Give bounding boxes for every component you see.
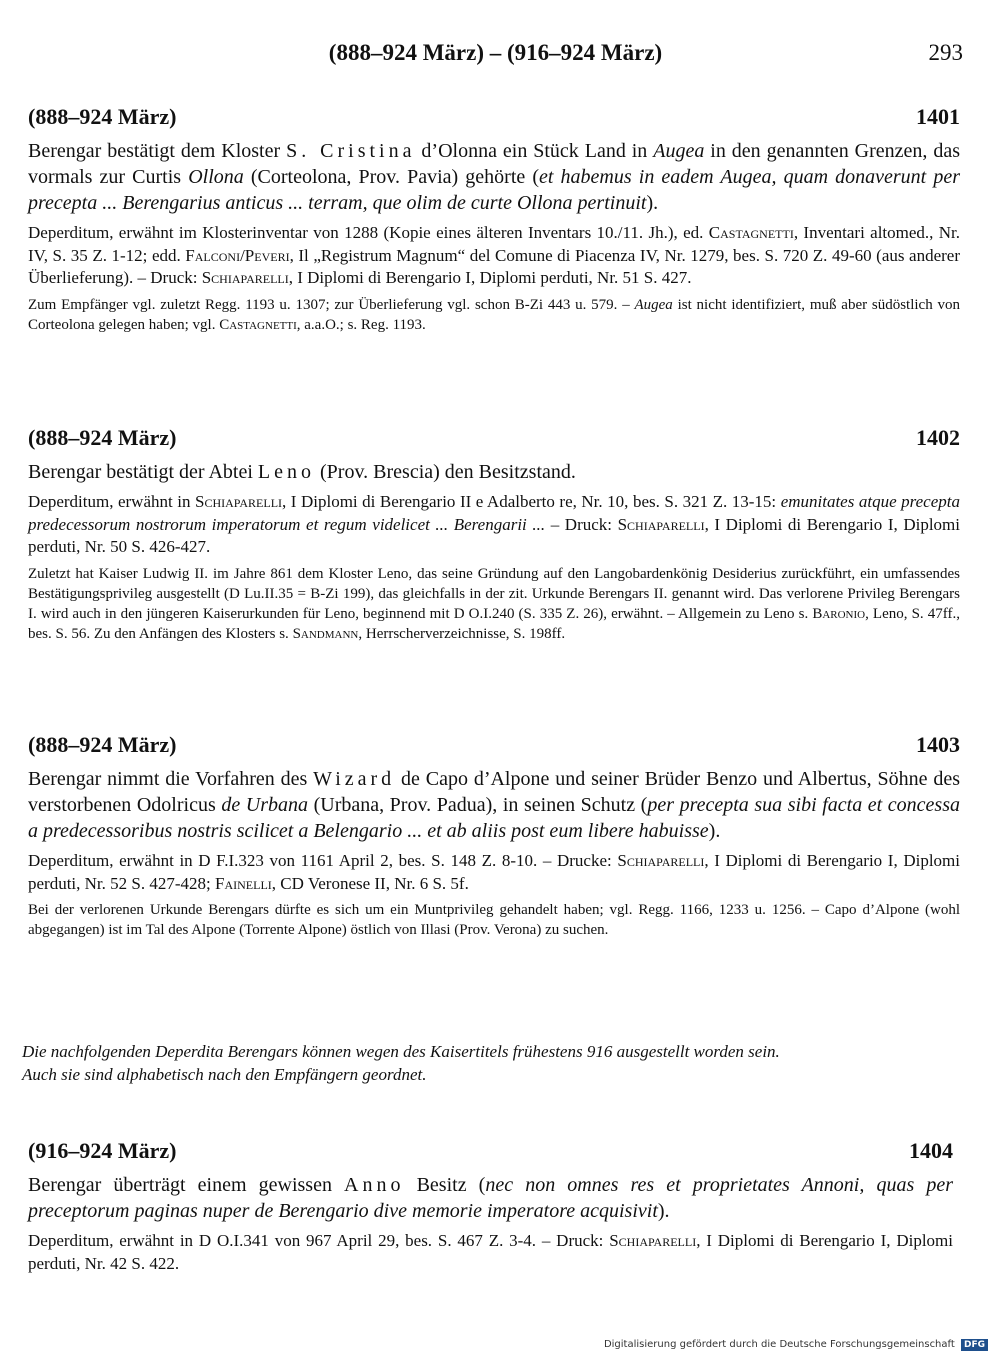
running-title: (888–924 März) – (916–924 März) [328, 40, 663, 65]
entry-date: (888–924 März) [28, 425, 177, 450]
entry-1402 [28, 425, 960, 644]
entry-summary: Berengar nimmt die Vorfahren des Wizard de Capo d’Alpone und seiner Brüder Benzo und Albertus, Söhne des verstorbenen Odolricus de Urbana (Urbana, Prov. Padua), in seinen Schutz (per precepta sua sibi facta et concessa a predecessoribus nostris scilicet a Belengario ... et ab aliis post eum libere habuisse). [28, 768, 960, 842]
entry-heading [28, 104, 960, 134]
entry-number: 1404 [909, 1138, 953, 1163]
entry-heading [28, 1138, 953, 1168]
entry-number: 1401 [916, 104, 960, 129]
entry-date: (888–924 März) [28, 104, 177, 129]
section-intro-note: Die nachfolgenden Deperdita Berengars können wegen des Kaisertitels frühestens 916 ausgestellt worden sein. Auch sie sind alphabetisch nach den Empfängern geordnet. [22, 1042, 780, 1084]
entry-heading [28, 425, 960, 455]
entry-note: Bei der verlorenen Urkunde Berengars dürfte es sich um ein Muntprivileg gehandelt haben; vgl. Regg. 1166, 1233 u. 1256. – Capo d’Alpone (wohl abgegangen) ist im Tal des Alpone (Torrente Alpone) östlich von Illasi (Prov. Verona) zu suchen. [28, 902, 960, 938]
entry-date: (916–924 März) [28, 1138, 177, 1163]
entry-heading [28, 732, 960, 762]
entry-summary: Berengar bestätigt dem Kloster S. Cristina d’Olonna ein Stück Land in Augea in den genannten Grenzen, das vormals zur Curtis Ollona (Corteolona, Prov. Pavia) gehörte (et habemus in eadem Augea, quam donaverunt per precepta ... Berengarius anticus ... terram, que olim de curte Ollona pertinuit). [28, 140, 961, 214]
entry-note: Zum Empfänger vgl. zuletzt Regg. 1193 u. 1307; zur Überlieferung vgl. schon B-Zi 443 u. 579. – Augea ist nicht identifiziert, muß aber südöstlich von Corteolona gelegen haben; vgl. Castagnetti, a.a.O.; s. Reg. 1193. [28, 296, 960, 333]
entry-deperditum: Deperditum, erwähnt in D F.I.323 von 1161 April 2, bes. S. 148 Z. 8-10. – Drucke: Schiaparelli, I Diplomi di Berengario I, Diplomi perduti, Nr. 52 S. 427-428; Fainelli, CD Veronese II, Nr. 6 S. 5f. [28, 851, 960, 893]
entry-note: Zuletzt hat Kaiser Ludwig II. im Jahre 861 dem Kloster Leno, das seine Gründung auf den Langobardenkönig Desiderius zurückführt, ein umfassendes Bestätigungsprivileg ausgestellt (D Lu.II.35 = B-Zi 199), das gleichfalls in der zit. Urkunde Berengars II. genannt wird. Das verlorene Privileg Berengars I. wird auch in den jüngeren Kaiserurkunden für Leno, beginnend mit D O.I.240 (S. 335 Z. 26), erwähnt. – Allgemein zu Leno s. Baronio, Leno, S. 47ff., bes. S. 56. Zu den Anfängen des Klosters s. Sandmann, Herrscherverzeichnisse, S. 198ff. [28, 565, 960, 642]
dfg-logo: DFG [961, 1339, 988, 1351]
entry-deperditum: Deperditum, erwähnt in Schiaparelli, I Diplomi di Berengario II e Adalberto re, Nr. 10, bes. S. 321 Z. 13-15: emunitates atque precepta predecessorum nostrorum imperatorum et regum videlicet ... Berengarii ... – Druck: Schiaparelli, I Diplomi di Berengario I, Diplomi perduti, Nr. 50 S. 426-427. [28, 492, 960, 556]
entry-1403 [28, 732, 960, 940]
entry-summary: Berengar bestätigt der Abtei Leno (Prov. Brescia) den Besitzstand. [28, 461, 576, 483]
entry-number: 1402 [916, 425, 960, 450]
recipient-name: Leno [257, 461, 316, 483]
entry-number: 1403 [916, 732, 960, 757]
entry-summary: Berengar überträgt einem gewissen Anno Besitz (nec non omnes res et proprietates Annoni, quas per preceptorum paginas nuper de Berengario dive memorie imperatore acquisivit). [28, 1174, 953, 1222]
recipient-name: Wizard [313, 768, 396, 790]
entry-deperditum: Deperditum, erwähnt in D O.I.341 von 967 April 29, bes. S. 467 Z. 3-4. – Druck: Schiaparelli, I Diplomi di Berengario I, Diplomi perduti, Nr. 42 S. 422. [28, 1231, 953, 1273]
recipient-name: S. Cristina [286, 140, 416, 162]
entry-date: (888–924 März) [28, 732, 177, 757]
page-number: 293 [928, 40, 963, 65]
entry-1401 [28, 104, 960, 335]
entry-deperditum: Deperditum, erwähnt im Klosterinventar von 1288 (Kopie eines älteren Inventars 10./11. Jh.), ed. Castagnetti, Inventari altomed., Nr. IV, S. 35 Z. 1-12; edd. Falconi/Peveri, Il „Registrum Magnum“ del Comune di Piacenza IV, Nr. 1279, bes. S. 720 Z. 49-60 (aus anderer Überlieferung). – Druck: Schiaparelli, I Diplomi di Berengario I, Diplomi perduti, Nr. 51 S. 427. [28, 223, 961, 287]
footer-credit: Digitalisierung gefördert durch die Deutsche Forschungsgemeinschaft DFG [604, 1339, 988, 1351]
recipient-name: Anno [344, 1174, 405, 1196]
entry-1404 [28, 1138, 953, 1275]
page-header [28, 40, 963, 74]
